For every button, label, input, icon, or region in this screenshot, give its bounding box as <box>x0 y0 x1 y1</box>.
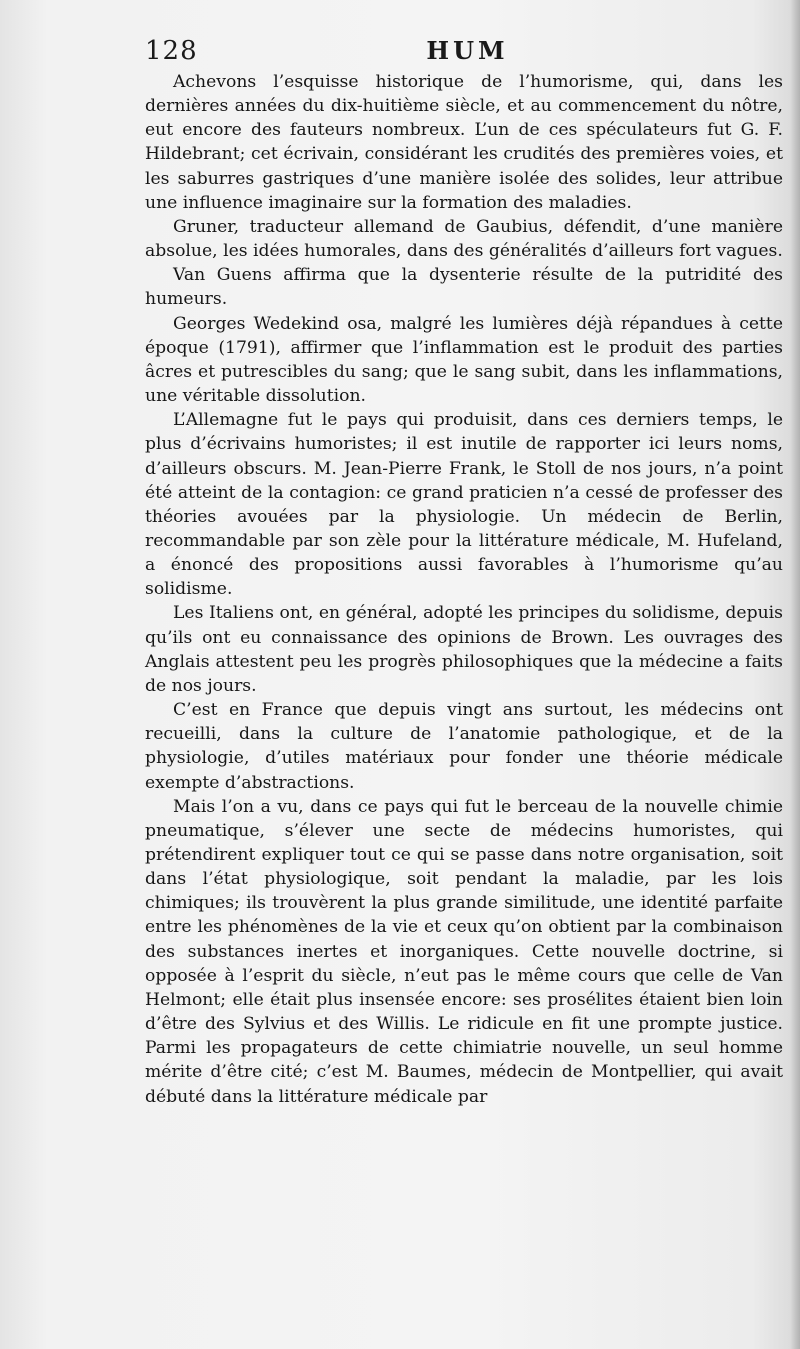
paragraph: Achevons l’esquisse historique de l’humorisme, qui, dans les dernières années du dix-huitième siècle, et au commencement du nôtre, eut encore des fauteurs nombreux. L’un de ces spéculateurs fut G. F. Hildebrant; cet écrivain, considérant les crudités des premières voies, et les saburres gastriques d’une manière isolée des solides, leur attribue une influence imaginaire sur la formation des maladies. <box>145 72 783 213</box>
running-head: HUM <box>426 36 509 65</box>
page-number: 128 <box>145 36 198 66</box>
paragraph: Les Italiens ont, en général, adopté les principes du solidisme, depuis qu’ils ont eu connaissance des opinions de Brown. Les ouvrages des Anglais attestent peu les progrès philosophiques que la médecine a faits de nos jours. <box>145 603 783 696</box>
page-edge-shadow <box>790 0 800 1349</box>
paragraph: Van Guens affirma que la dysenterie résulte de la putridité des humeurs. <box>145 265 783 310</box>
paragraph: Gruner, traducteur allemand de Gaubius, défendit, d’une manière absolue, les idées humorales, dans des généralités d’ailleurs fort vagues. <box>145 216 783 262</box>
page-header <box>145 36 790 70</box>
paragraph: C’est en France que depuis vingt ans surtout, les médecins ont recueilli, dans la culture de l’anatomie pathologique, et de la physiologie, d’utiles matériaux pour fonder une théorie médicale exempte d’abstractions. <box>145 700 783 793</box>
body-text <box>145 70 783 1109</box>
paragraph: Georges Wedekind osa, malgré les lumières déjà répandues à cette époque (1791), affirmer que l’inflammation est le produit des parties âcres et putrescibles du sang; que le sang subit, dans les inflammations, une véritable dissolution. <box>145 313 783 407</box>
paragraph: L’Allemagne fut le pays qui produisit, dans ces derniers temps, le plus d’écrivains humoristes; il est inutile de rapporter ici leurs noms, d’ailleurs obscurs. M. Jean-Pierre Frank, le Stoll de nos jours, n’a point été atteint de la contagion: ce grand praticien n’a cessé de professer des théories avouées par la physiologie. Un médecin de Berlin, recommandable par son zèle pour la littérature médicale, M. Hufeland, a énoncé des propositions aussi favorables à l’humorisme qu’au solidisme. <box>145 410 783 600</box>
paragraph: Mais l’on a vu, dans ce pays qui fut le berceau de la nouvelle chimie pneumatique, s’élever une secte de médecins humoristes, qui prétendirent expliquer tout ce qui se passe dans notre organisation, soit dans l’état physiologique, soit pendant la maladie, par les lois chimiques; ils trouvèrent la plus grande similitude, une identité parfaite entre les phénomènes de la vie et ceux qu’on obtient par la combinaison des substances inertes et inorganiques. Cette nouvelle doctrine, si opposée à l’esprit du siècle, n’eut pas le même cours que celle de Van Helmont; elle était plus insensée encore: ses prosélites étaient bien loin d’être des Sylvius et des Willis. Le ridicule en fit une prompte justice. Parmi les propagateurs de cette chimiatrie nouvelle, un seul homme mérite d’être cité; c’est M. Baumes, médecin de Montpellier, qui avait débuté dans la littérature médicale par <box>145 796 783 1107</box>
